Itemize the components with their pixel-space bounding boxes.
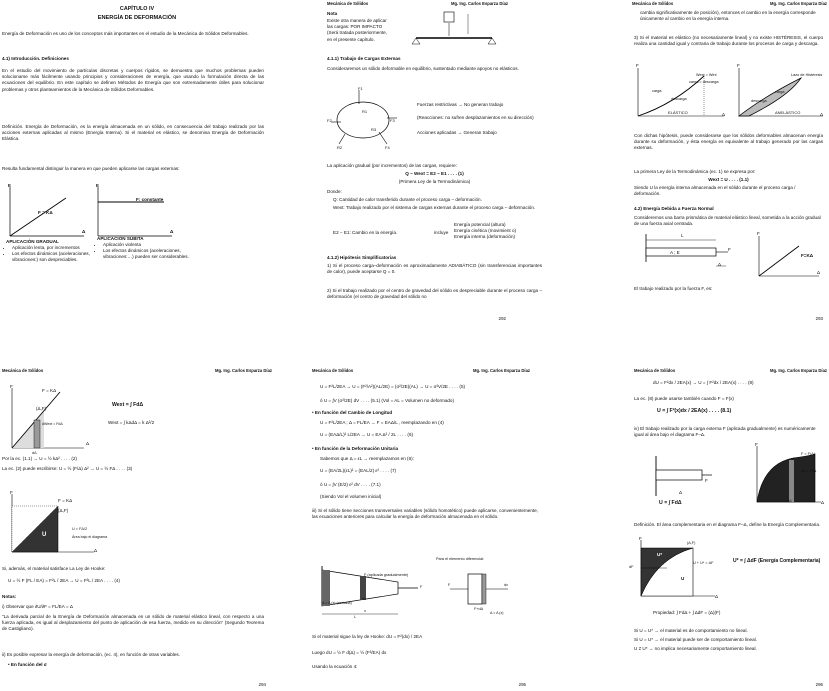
equation-7: U = (EA/2L)(εL)² = (EAL/2) ε² . . . . (7) [320, 468, 397, 473]
equation-1: Q − Wext = E2 − E1 . . . . (1) [405, 171, 464, 176]
fig-label-f2: F2 [327, 118, 332, 123]
strain-heading: • En función de la Deformación Unitaria [312, 446, 399, 451]
definition-paragraph: Definición. Energía de Deformación, es la energía almacenada en un sólido, en consecuencia del trabajo realizado por las acciones externas aplicadas al mismo (Energía Interna). Si el material es elástico, se denomina Energía de Deformación Elástica. [2, 124, 264, 142]
elastic-delta-axis: Δ [722, 112, 726, 117]
graph2-delta-axis: Δ [94, 548, 98, 553]
section-4-1-1-body: Consideraremos un sólido deformable en equilibrio, sustentado mediante apoyos no elásticos. [327, 66, 519, 71]
graph1-formula: F = KΔ [38, 210, 53, 215]
graph-f-axis: F [10, 384, 13, 389]
impact-beam-figure [408, 8, 498, 48]
notes-heading: Notas: [2, 594, 17, 599]
graph-formula: F=KΔ [801, 253, 814, 258]
nota-line: (Será tratada posteriormente, [327, 30, 388, 36]
equation-8-1: U = ∫ F²(x)dx / 2EA(x) . . . . (8.1) [657, 408, 732, 414]
stress-heading: • En función del σ [8, 662, 47, 667]
graph-f-axis: F [639, 536, 642, 541]
energy-component: Energía cinética (movimient o) [454, 228, 517, 234]
page-3 [557, 0, 827, 340]
graph-curve: F = F(Δ) [801, 452, 816, 456]
graph-dwext: dWext = FdΔ [42, 422, 63, 426]
page-number: 294 [258, 681, 266, 687]
complementary-energy-formula: U* = ∫ ΔdF (Energía Complementaria) [733, 558, 821, 564]
using-equation-4: Usando la ecuación 4: [312, 664, 358, 669]
equation-6-setup: U = F²L/2EA ; Δ = FL/EA → F = EAΔ/L , reemplazando en (4) [320, 420, 444, 425]
note-iv: iv) El trabajo realizado por la carga externa F (aplicada gradualmente) es numéricamente igual al área bajo el diagrama F–Δ. [634, 426, 816, 438]
energy-component: Energía potencial (altura) [454, 222, 506, 227]
length-change-heading: • En función del Cambio de Longitud [312, 410, 393, 415]
graph-ddelta: dΔ [787, 499, 792, 503]
complementary-energy-graph [637, 538, 717, 602]
sudden-list [97, 242, 193, 261]
axial-bar-figure [642, 232, 732, 280]
graph2-point: (Δ,F) [58, 508, 69, 513]
header-left: Mecánica de Sólidos [312, 368, 354, 373]
wext-result: Wext = ∫ kΔdΔ = k Δ²/2 [108, 420, 155, 425]
note-i: i) Observar que ∂U/∂F = FL/EA = Δ [2, 604, 73, 609]
fig-dx-label: dx [362, 597, 367, 601]
graph2-u-label: U [42, 532, 47, 538]
wext-integral: Wext = ∫ FdΔ [112, 402, 144, 408]
deformable-body-figure [327, 84, 397, 154]
equation-4: U = ½ F (FL / EA) = F²L / 2EA → U = F²L / 2EA . . . . (4) [8, 578, 120, 583]
sudden-heading: APLICACIÓN SÚBITA [97, 236, 144, 241]
page-1 [2, 0, 272, 340]
page-header [278, 0, 548, 7]
fig-area-label: A = A (x) (acotada) [322, 601, 352, 605]
remark-1: Si U = U* → el material es de comportamiento no lineal. [634, 628, 748, 633]
graph-ddelta: dΔ [32, 451, 37, 455]
nota-body [327, 18, 417, 43]
header-right: Mg. Ing. Carlos Esparza Díaz [769, 1, 827, 6]
graph-sum: U + U* = ΔF [693, 561, 714, 565]
element-fddelta: A = A (x) [490, 611, 504, 615]
work-intro: El trabajo realizado por la fuerza F, es: [634, 286, 713, 291]
page-header [557, 0, 827, 7]
remark-2: Si U = U* → el material puede ser de comportamiento lineal. [634, 637, 757, 642]
first-law-intro: La primera Ley de la Termodinámica (ec. 1) se expresa por: [634, 169, 756, 174]
fig-label-f3: F3 [390, 118, 395, 123]
header-right: Mg. Ing. Carlos Esparza Díaz [472, 368, 530, 373]
graph2-f-label: F [96, 183, 99, 188]
gradual-item: • Aplicación lenta, por incrementos [12, 245, 92, 251]
section-4-1-2-heading: 4.1.2) Hipótesis Simplificatorias [327, 255, 397, 260]
graph-df: dF [629, 565, 634, 569]
graph1-f-label: F [8, 183, 11, 188]
graph-delta-axis: Δ [86, 441, 90, 446]
sudden-load-graph [94, 184, 174, 240]
graph2-formula: F: constante [136, 197, 164, 202]
elastic-carga: carga [652, 89, 662, 93]
anelastic-f-axis: F [737, 63, 740, 68]
fig-label-r1: R1 [362, 109, 368, 114]
equation-7-1: ó U = ∫V (E/2) ε² dV . . . . (7.1) [320, 482, 381, 487]
q-definition: Q: Cantidad de calor transferido durante el proceso carga – deformación. [333, 197, 482, 202]
section-4-1-heading: 4.1) Introducción. Definiciones [2, 56, 69, 61]
hysteresis-label: Lazo de Histéresis [791, 73, 823, 77]
header-left: Mecánica de Sólidos [2, 368, 44, 373]
bar-force-label: F [728, 247, 731, 252]
hypothesis-3: 3) Si el material es elástico (no necesariamente lineal) y no existe HISTÉRESIS, el cuerpo realiza una cantidad igual y contraria de trabajo durante los procesos de carga y descarga. [634, 35, 823, 47]
page-2 [278, 0, 548, 340]
fig-label-r3: R3 [371, 127, 377, 132]
graph-u: U [681, 576, 685, 581]
graph2-area-note: Área bajo el diagrama [72, 535, 108, 539]
hypotheses-conclusion: Con dichas hipótesis, puede considerarse que los sólidos deformables almacenan energía durante su deformación, y ésta energía es equivalente al trabajo generado por las cargas externas. [634, 133, 823, 151]
includes-label: incluye [434, 230, 449, 235]
energy-change-definition: E2 − E1: Cambio en la energía. [333, 230, 398, 235]
fig-force-label: F [420, 585, 423, 589]
graph1-delta-label: Δ [82, 229, 86, 234]
section-4-2-heading: 4.2) Energía Debida a Fuerza Normal [634, 206, 714, 211]
section-4-2-body: Consideremos una barra prismática de material elástico lineal, sometida a la acción gradual de una fuerza axial centrada. [634, 215, 821, 227]
graph-du: dU = FdΔ [801, 469, 817, 473]
u-definition: Siendo U la energía interna almacenada en el sólido durante el proceso carga / deformación. [634, 185, 796, 197]
equation-1-note: (Primera Ley de la Termodinámica) [398, 179, 471, 184]
gradual-application-note: La aplicación gradual (por incrementos) de las cargas, requiere: [327, 163, 457, 168]
equation-7-1-note: (Siendo Vol el volumen inicial) [320, 494, 382, 499]
page-header [2, 350, 272, 373]
applied-actions-note: Acciones aplicadas → Generan trabajo [417, 130, 497, 135]
header-left: Mecánica de Sólidos [632, 1, 674, 6]
property-equation: Propiedad: ∫ FdΔ + ∫ ΔdF = (Δ)(F) [653, 610, 721, 615]
graph-delta-axis: Δ [821, 500, 825, 505]
nota-line: en el presente capítulo. [327, 36, 375, 42]
equation-8-note: La ec. (8) puede usarse también cuando F = F(x) [634, 396, 734, 401]
bar-force-label: F [705, 478, 708, 483]
chapter-title: ENERGÍA DE DEFORMACIÓN [97, 15, 177, 21]
element-left-force: F [448, 583, 451, 587]
luego-equation: Luego dU = ½ F d(Δ) = ½ (F²/EA) dx [312, 650, 387, 655]
elastic-wext-label: Wext = Wint [696, 73, 717, 77]
page-4 [2, 350, 272, 690]
graph2-f-axis: F [10, 490, 13, 495]
continued-paragraph: cambia significativamente de posición), entonces el cambio en la energía corresponde únicamente al cambio en la energía interna. [640, 10, 816, 22]
graph-delta-axis: Δ [715, 594, 719, 599]
anelastic-descarga: descarga [751, 99, 767, 103]
graph-f-axis: F [755, 442, 758, 447]
energy-area-graph [8, 492, 98, 558]
fig-label-f4: F4 [385, 145, 390, 150]
equation-6: U = (EAΔ/L)² L/2EA → U = EA Δ² / 2L . . . . (6) [320, 432, 414, 437]
header-left: Mecánica de Sólidos [634, 368, 676, 373]
elastic-carga-descarga: carga = descarga [689, 80, 719, 84]
load-types-intro: Resulta fundamental distinguir la manera en que pueden aplicarse las cargas externas: [2, 166, 180, 171]
graph-f-axis: F [757, 231, 760, 236]
equation-5-1: ó U = ∫V (σ²/2E) dV . . . . (5.1) (Vol = AL = Volumen no deformado) [320, 398, 455, 403]
graph-delta-axis: Δ [817, 270, 821, 275]
graph-point: (Δ,F) [36, 406, 47, 411]
element-dx: F+dΔ [474, 607, 484, 611]
bar-delta-label: Δ [679, 490, 683, 495]
energy-components [454, 222, 542, 241]
equation-1-1: Wext = U . . . . (1.1) [708, 177, 749, 182]
note-ii: ii) Es posible expresar la energía de deformación, (ec. 4), en función de otras variables. [2, 652, 180, 657]
header-right: Mg. Ing. Carlos Esparza Díaz [769, 368, 827, 373]
restrictive-forces-note: Fuerzas restrictivas → No generan trabajo [417, 102, 504, 107]
page-header [557, 350, 827, 373]
graph2-delta-label: Δ [170, 229, 174, 234]
hooke-intro: Si, además, el material satisface La Ley de Hooke: [2, 566, 106, 571]
element-caption: Para el elemento diferencial: [436, 557, 485, 561]
equation-8: dU = F²dx / 2EA(x) → U = ∫ F²dx / 2EA(x) . . . . (8) [653, 380, 754, 385]
section-4-1-body: En el estudio del movimiento de partículas discretas y cuerpos rígidos, se demuestra que muchos problemas pueden solucionarse más fácilmente usando principios y consideraciones de energía, que usando la formulación directa de las ecuaciones del equilibrio. En este capítulo se definen Métodos de Energía que son extremadamente útiles para solucionar problemas y otros planteamientos de la Mecánica de Sólidos Deformables. [2, 68, 264, 92]
equation-3: La ec. (2) puede escribirse: U = ½ (F/Δ) Δ² → U = ½ FΔ . . . . (3) [2, 466, 133, 471]
gradual-item: • Los efectos dinámicos (aceleraciones, vibraciones:) son despreciables. [12, 251, 92, 263]
elastic-descarga: descarga [671, 97, 687, 101]
complementary-definition: Definición. El área complementaria en el diagrama F–Δ, define la Energía Complementaria. [634, 522, 821, 527]
elastic-f-axis: F [636, 63, 639, 68]
page-5 [278, 350, 548, 690]
graph-formula: F = KΔ [42, 388, 57, 393]
gradual-heading: APLICACIÓN GRADUAL [6, 239, 59, 244]
sudden-item: • Aplicación violenta [103, 242, 193, 248]
anelastic-delta-axis: Δ [820, 112, 824, 117]
page-number: 296 [815, 681, 823, 687]
header-left: Mecánica de Sólidos [327, 1, 369, 6]
graph-ustar: U* [657, 552, 663, 557]
elastic-caption: ELÁSTICO [668, 110, 688, 115]
section-4-1-1-heading: 4.1.1) Trabajo de Cargas Externas [327, 56, 401, 61]
variable-section-note: iii) Si el sólido tiene secciones transversales variables (sólido homotético) puede aplicarse, convenientemente, las ecuaciones anteriores para calcular la energía de deformación almacenada en el sólido. [312, 508, 538, 520]
page-number: 292 [498, 315, 506, 321]
fig-label-f1: F1 [358, 86, 363, 91]
gradual-list [6, 245, 92, 264]
graph-point: (Δ,F) [687, 541, 696, 545]
page-6 [557, 350, 827, 690]
equation-7-setup: Sabemos que Δ = εL → reemplazamos en (6): [320, 456, 414, 461]
u-integral: U = ∫ FdΔ [659, 500, 682, 506]
donde-label: Donde: [327, 189, 342, 194]
equation-5: U = F²L/2EA → U = (F²/A²)(AL/2E) = (σ²/2E)(AL) → U = σ²V/2E . . . . (5) [320, 384, 466, 389]
energy-component: Energía interna (deformación) [454, 234, 516, 240]
header-right: Mg. Ing. Carlos Esparza Díaz [214, 368, 272, 373]
nota-title: Nota [327, 11, 338, 16]
fig-label-r2: R2 [337, 145, 343, 150]
nota-line: Existe otra manera de aplicar [327, 18, 387, 23]
page-header [278, 350, 548, 373]
bar-delta-label: Δ [718, 262, 722, 267]
wext-definition: Wext: Trabajo realizado por el sistema de cargas externas durante el proceso carga – deformación. [333, 205, 536, 210]
remark-3: U ≠ U* → no implica necesariamente comportamiento lineal. [634, 646, 757, 651]
sudden-item: • Los efectos dinámicos (aceleraciones, vibraciones:…) pueden ser considerables. [103, 248, 193, 260]
work-differential-graph [8, 386, 88, 454]
tapered-bar-figure [318, 562, 428, 620]
header-right: Mg. Ing. Carlos Esparza Díaz [450, 1, 508, 6]
nota-line: las cargas: POR IMPACTO [327, 24, 383, 30]
hooke-differential: Si el material sigue la ley de Hooke: dU = F²(dx) / 2EA [312, 634, 423, 639]
graph2-u-formula: U = FΔ/2 [72, 527, 88, 531]
bar-length-label: L [681, 233, 684, 238]
fig-x-label: x [364, 609, 366, 613]
chapter-label: CAPÍTULO IV [119, 6, 155, 12]
page-number: 293 [815, 315, 823, 321]
graph2-formula: F = KΔ [58, 498, 73, 503]
element-right-force: dx [504, 583, 509, 587]
hypothesis-2: 2) Si el trabajo realizado por el centro de gravedad del sólido es despreciable durante el proceso carga – deformación (el centro de gravedad del sólido no [327, 288, 542, 300]
anelastic-caption: ANELÁSTICO [775, 110, 801, 115]
hypothesis-1: 1) Si el proceso carga–deformación es aproximadamente ADIABÁTICO (sin transferencias importantes de calor), puede aceptarse Q = 0. [327, 263, 542, 275]
fig-length-label: L [354, 615, 357, 619]
reactions-note: (Reacciones: no sufren desplazamientos en su dirección) [417, 115, 534, 120]
castigliano-quote: "La derivada parcial de la Energía de Deformación almacenada en un sólido de material elástico lineal, con respecto a una fuerza aplicada, es igual al desplazamiento del punto de aplicación de esa fuerza, medido en su dirección" (Segundo Teorema de Castigliano). [2, 614, 264, 632]
anelastic-carga: carga [775, 90, 785, 94]
bar-props-label: A ; E [670, 250, 680, 255]
intro-paragraph: Energía de Deformación es uno de los conceptos más importantes en el estudio de la Mecánica de Sólidos Deformables. [2, 31, 249, 36]
fig-applied-force: F (aplicada gradualmente) [364, 573, 409, 577]
page-number: 295 [518, 681, 526, 687]
equation-2: Por la ec. (1.1) → U = ½ kΔ² . . . . (2) [2, 456, 77, 461]
